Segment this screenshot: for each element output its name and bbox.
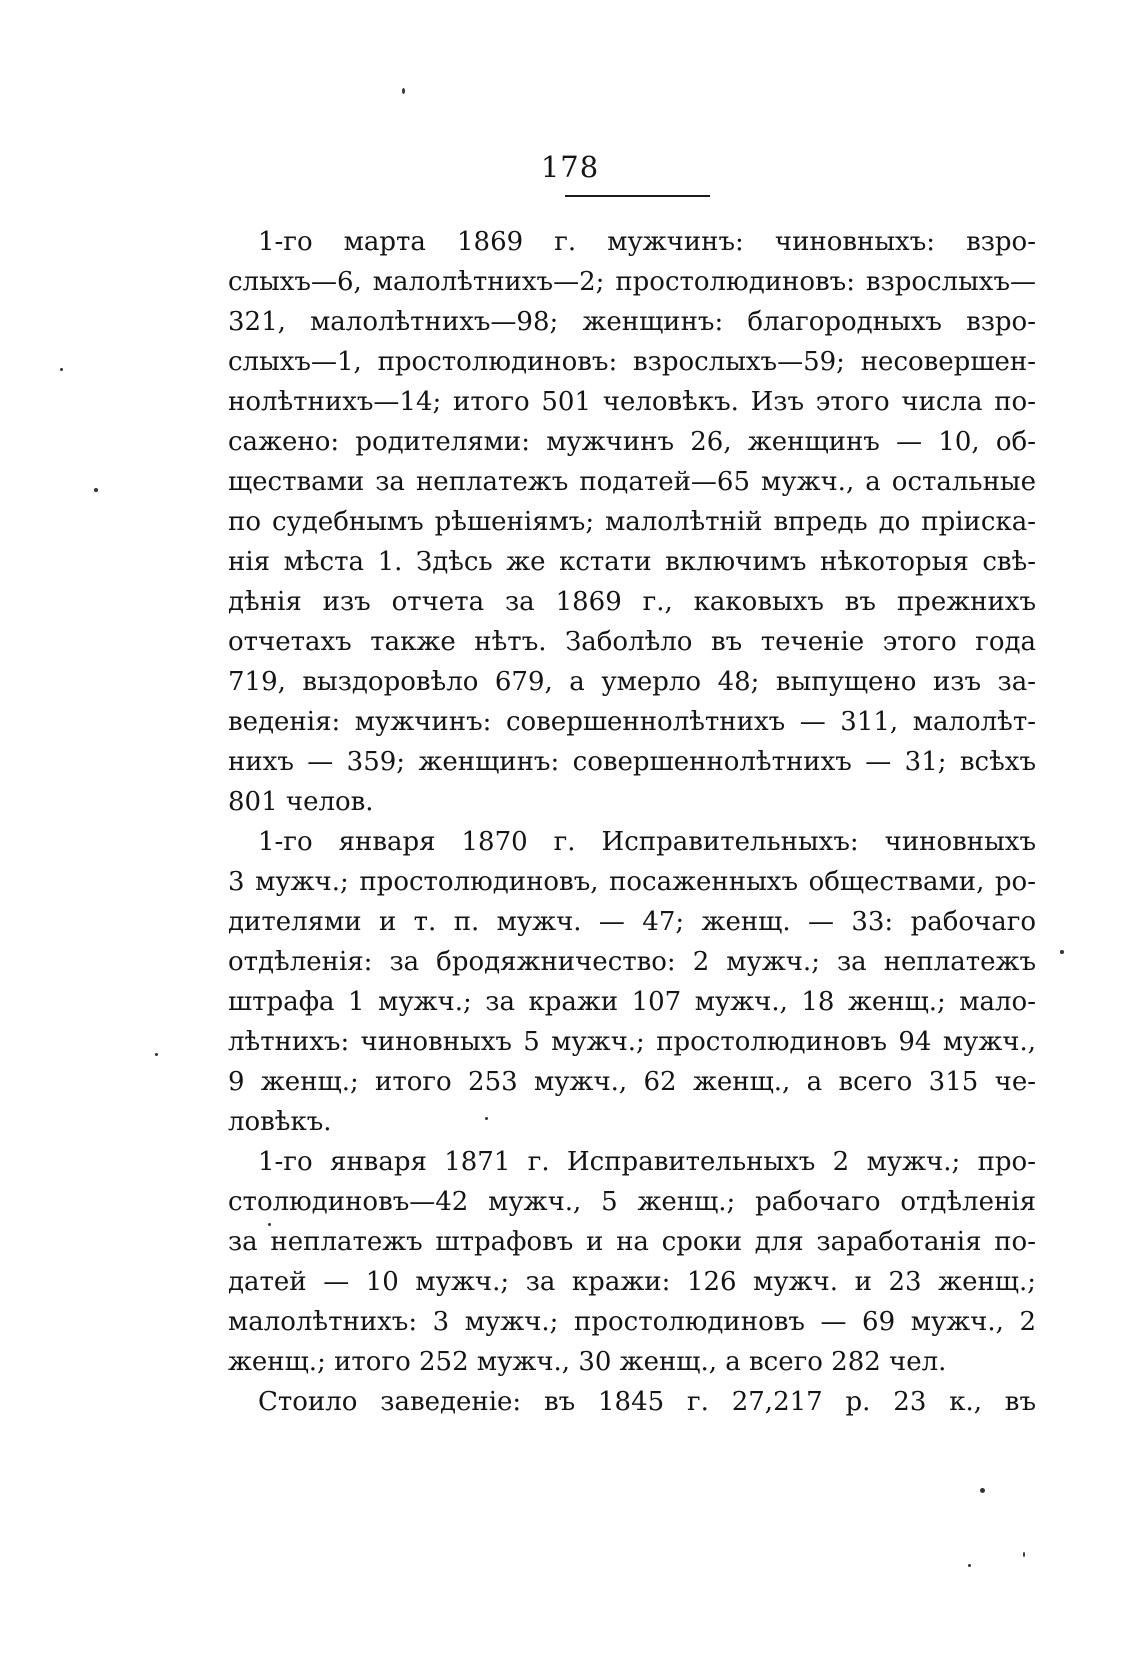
- text-line: 1-го января 1870 г. Исправительныхъ: чиновныхъ: [258, 827, 1036, 857]
- text-line: 321, малолѣтнихъ—98; женщинъ: благородныхъ взро-: [228, 307, 1036, 337]
- body-text: [228, 222, 1036, 1422]
- paragraph-cost: [228, 1382, 1036, 1422]
- text-line: веденія: мужчинъ: совершеннолѣтнихъ — 311, малолѣт-: [228, 707, 1036, 737]
- text-line: нолѣтнихъ—14; итого 501 человѣкъ. Изъ этого числа по-: [228, 387, 1036, 417]
- text-line: отчетахъ также нѣтъ. Заболѣло въ теченіе этого года: [228, 627, 1036, 657]
- scan-speck: [268, 1223, 271, 1226]
- scan-speck: [485, 1117, 488, 1120]
- scan-speck: [94, 488, 98, 492]
- text-line: 719, выздоровѣло 679, а умерло 48; выпущено изъ за-: [228, 667, 1036, 697]
- text-line: 801 челов.: [228, 787, 374, 817]
- text-line: по судебнымъ рѣшеніямъ; малолѣтній впредь до пріиска-: [228, 507, 1036, 537]
- scan-speck: [1060, 950, 1064, 954]
- scan-speck: [155, 1053, 158, 1056]
- scan-speck: [402, 88, 405, 94]
- text-line: датей — 10 мужч.; за кражи: 126 мужч. и 23 женщ.;: [228, 1267, 1036, 1297]
- scan-speck: [980, 1488, 985, 1493]
- text-line: штрафа 1 мужч.; за кражи 107 мужч., 18 женщ.; мало-: [228, 987, 1036, 1017]
- text-line: столюдиновъ—42 мужч., 5 женщ.; рабочаго отдѣленія: [228, 1187, 1036, 1217]
- text-line: лѣтнихъ: чиновныхъ 5 мужч.; простолюдиновъ 94 мужч.,: [228, 1027, 1036, 1057]
- text-line: нія мѣста 1. Здѣсь же кстати включимъ нѣкоторыя свѣ-: [228, 547, 1036, 577]
- text-line: 9 женщ.; итого 253 мужч., 62 женщ., а всего 315 че-: [228, 1067, 1036, 1097]
- paragraph-1870: [228, 822, 1036, 1142]
- text-line: дителями и т. п. мужч. — 47; женщ. — 33: рабочаго: [228, 907, 1036, 937]
- text-line: сажено: родителями: мужчинъ 26, женщинъ — 10, об-: [228, 427, 1036, 457]
- text-line: за неплатежъ штрафовъ и на сроки для заработанія по-: [228, 1227, 1036, 1257]
- page-number-rule: [565, 195, 710, 197]
- text-line: слыхъ—6, малолѣтнихъ—2; простолюдиновъ: взрослыхъ—: [228, 267, 1036, 297]
- text-line: 1-го января 1871 г. Исправительныхъ 2 мужч.; про-: [258, 1147, 1036, 1177]
- text-line: слыхъ—1, простолюдиновъ: взрослыхъ—59; несовершен-: [228, 347, 1036, 377]
- paragraph-1871: [228, 1142, 1036, 1382]
- text-line: отдѣленія: за бродяжничество: 2 мужч.; за неплатежъ: [228, 947, 1036, 977]
- text-line: ществами за неплатежъ податей—65 мужч., а остальные: [228, 467, 1036, 497]
- text-line: ловѣкъ.: [228, 1107, 332, 1137]
- text-line: дѣнія изъ отчета за 1869 г., каковыхъ въ прежнихъ: [228, 587, 1036, 617]
- paragraph-1869: [228, 222, 1036, 822]
- page-number: 178: [540, 150, 600, 184]
- text-line: 3 мужч.; простолюдиновъ, посаженныхъ обществами, ро-: [228, 867, 1036, 897]
- scan-speck: [60, 368, 63, 371]
- text-line: малолѣтнихъ: 3 мужч.; простолюдиновъ — 69 мужч., 2: [228, 1307, 1036, 1337]
- scan-speck: [1023, 1552, 1025, 1557]
- text-line: нихъ — 359; женщинъ: совершеннолѣтнихъ — 31; всѣхъ: [228, 747, 1036, 777]
- text-line: 1-го марта 1869 г. мужчинъ: чиновныхъ: взро-: [258, 227, 1036, 257]
- text-line: женщ.; итого 252 мужч., 30 женщ., а всего 282 чел.: [228, 1347, 947, 1377]
- scan-speck: [968, 1564, 971, 1567]
- text-line: Стоило заведеніе: въ 1845 г. 27,217 р. 23 к., въ: [258, 1387, 1036, 1417]
